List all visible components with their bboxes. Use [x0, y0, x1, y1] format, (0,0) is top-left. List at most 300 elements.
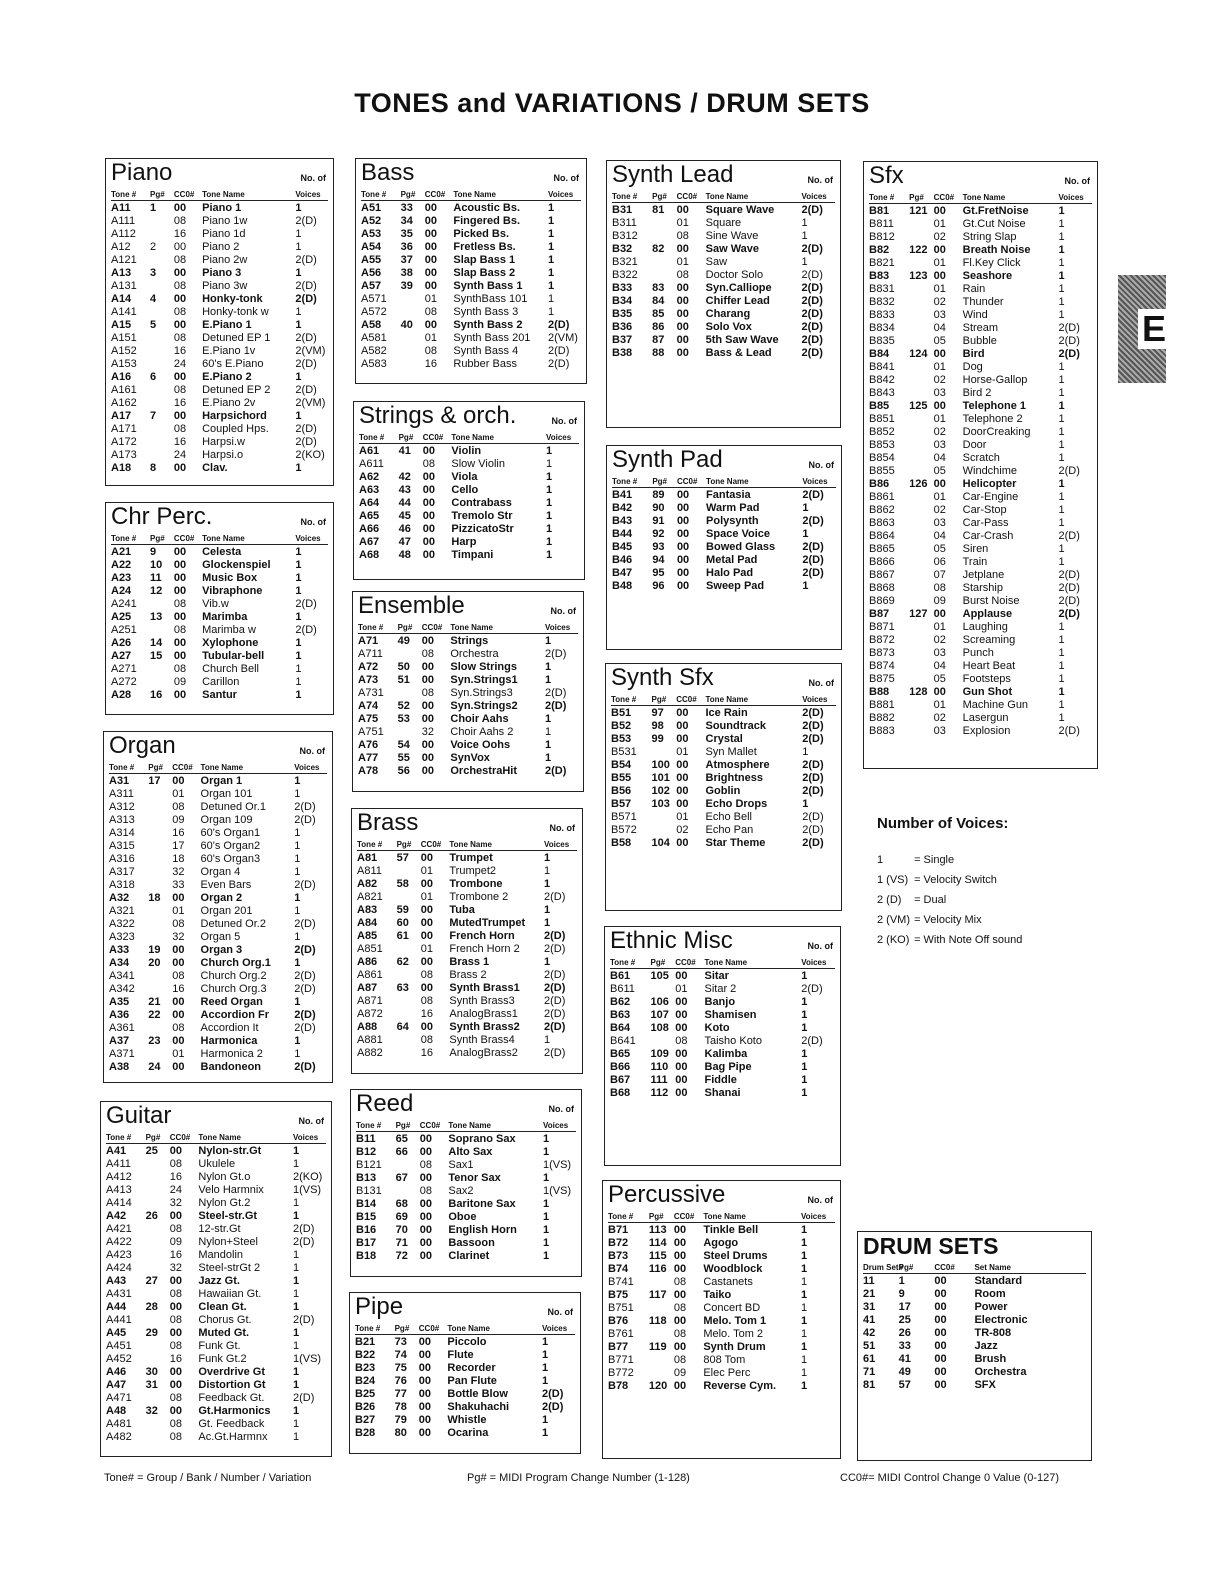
program-number: 32 — [145, 1405, 158, 1417]
voice-count: 1 — [542, 1146, 550, 1158]
tone-table — [359, 433, 579, 562]
tone-name: Slap Bass 2 — [453, 267, 516, 279]
tone-number: A72 — [358, 661, 379, 673]
tone-row — [111, 559, 328, 572]
voice-count: 1 — [547, 280, 555, 292]
tone-number: A11 — [111, 202, 131, 214]
tone-row — [357, 865, 577, 878]
drum-set-number: 41 — [863, 1314, 876, 1326]
cc0-value: 00 — [418, 1427, 432, 1439]
program-number: 45 — [398, 510, 411, 522]
tone-number: B84 — [869, 348, 890, 360]
program-number — [909, 543, 934, 556]
tone-number: B531 — [611, 746, 637, 758]
voice-count: 1 — [1058, 205, 1065, 217]
tone-number: B18 — [356, 1250, 377, 1262]
cc0-value: 00 — [420, 904, 434, 916]
tone-name: Tremolo Str — [451, 510, 513, 522]
tone-row — [109, 840, 327, 853]
tone-name: Slow Violin — [451, 458, 505, 470]
tone-name: Tinkle Bell — [703, 1224, 759, 1236]
program-number — [148, 866, 172, 879]
drum-set-name: Orchestra — [974, 1366, 1027, 1378]
tone-number: B87 — [869, 608, 890, 620]
tone-row — [869, 335, 1092, 348]
program-number — [649, 1328, 674, 1341]
column-header: Pg# — [398, 623, 422, 634]
tone-name: Bag Pipe — [704, 1061, 752, 1073]
voice-count: 1 — [800, 1341, 808, 1353]
tone-name: Gt.FretNoise — [962, 205, 1029, 217]
drum-cc0-value: 00 — [934, 1366, 947, 1378]
tone-name: Agogo — [703, 1237, 739, 1249]
cc0-value: 09 — [169, 1236, 183, 1248]
voice-count: 2(KO) — [292, 1171, 323, 1183]
cc0-value: 32 — [172, 866, 185, 878]
column-header: Tone # — [359, 433, 399, 444]
voice-count: 2(D) — [1058, 335, 1080, 347]
voice-count: 1 — [295, 637, 302, 649]
category-header — [357, 809, 577, 840]
tone-name: Organ 5 — [200, 931, 241, 943]
cc0-value: 06 — [933, 556, 946, 568]
cc0-value: 09 — [933, 595, 946, 607]
tone-number: A321 — [109, 905, 135, 917]
cc0-value: 08 — [169, 1340, 183, 1352]
program-number — [652, 811, 677, 824]
program-number: 14 — [150, 637, 163, 649]
tone-row — [359, 549, 579, 562]
drum-cc0-value: 00 — [934, 1288, 947, 1300]
voice-count: 2(D) — [292, 1314, 315, 1326]
voice-count: 2(D) — [801, 347, 823, 359]
voice-count: 1 — [543, 878, 551, 890]
category-header — [356, 1090, 576, 1121]
tone-row — [356, 1224, 576, 1237]
program-number: 89 — [652, 489, 665, 501]
tone-row — [111, 241, 328, 254]
tone-number: A161 — [111, 384, 137, 396]
cc0-value: 00 — [676, 295, 689, 307]
tone-number: A172 — [111, 436, 137, 448]
tone-name: Koto — [704, 1022, 730, 1034]
tone-number: B44 — [612, 528, 633, 540]
tone-name: Shamisen — [704, 1009, 757, 1021]
tone-row — [109, 905, 327, 918]
cc0-value: 00 — [418, 1362, 432, 1374]
category-header — [608, 1181, 835, 1212]
tone-number: A88 — [357, 1021, 378, 1033]
program-number — [909, 621, 934, 634]
voice-count: 1 — [1058, 439, 1065, 451]
tone-row — [106, 1431, 326, 1444]
tone-row — [358, 726, 578, 739]
voice-count: 1 — [544, 752, 552, 764]
tone-number: B27 — [355, 1414, 376, 1426]
tone-row — [361, 293, 581, 306]
program-number: 37 — [400, 254, 413, 266]
program-number: 71 — [395, 1237, 408, 1249]
tone-row — [869, 361, 1092, 374]
tone-number: A313 — [109, 814, 135, 826]
tone-name: Jazz Gt. — [198, 1275, 240, 1287]
voice-count: 1 — [545, 536, 553, 548]
drum-set-name: Standard — [974, 1275, 1023, 1287]
category-header — [355, 1293, 575, 1324]
tone-row — [612, 488, 836, 503]
tone-name: Syn Mallet — [705, 746, 757, 758]
tone-number: A47 — [106, 1379, 127, 1391]
voice-count: 1 — [542, 1211, 550, 1223]
cc0-value: 16 — [173, 397, 187, 409]
tone-number: B851 — [869, 413, 895, 425]
tone-name: Coupled Hps. — [202, 423, 269, 435]
tone-row — [111, 228, 328, 241]
legend-item — [877, 850, 1022, 870]
program-number: 10 — [150, 559, 163, 571]
tone-name: Detuned Or.1 — [200, 801, 266, 813]
tone-number: A63 — [359, 484, 380, 496]
program-number — [150, 358, 174, 371]
tone-number: A53 — [361, 228, 382, 240]
voice-count: 1 — [295, 689, 302, 701]
cc0-value: 08 — [169, 1288, 183, 1300]
tone-number: A141 — [111, 306, 137, 318]
program-number: 65 — [395, 1133, 408, 1145]
tone-number: B741 — [608, 1276, 634, 1288]
voice-count: 2(D) — [294, 1061, 316, 1073]
voice-count: 1 — [1058, 556, 1065, 568]
program-number: 73 — [394, 1336, 407, 1348]
footer-pg-note: Pg# = MIDI Program Change Number (1-128) — [467, 1472, 690, 1484]
tone-number: B55 — [611, 772, 632, 784]
column-header: Tone Name — [963, 193, 1059, 204]
cc0-value: 00 — [673, 1237, 687, 1249]
tone-number: A22 — [111, 559, 132, 571]
voice-count: 1 — [1058, 478, 1065, 490]
tone-name: E.Piano 2 — [202, 371, 252, 383]
voice-count: 2(D) — [543, 1021, 566, 1033]
cc0-value: 00 — [676, 204, 689, 216]
cc0-value: 00 — [676, 759, 689, 771]
tone-name: Sax1 — [448, 1159, 474, 1171]
column-header: CC0# — [174, 190, 202, 201]
program-number — [150, 624, 174, 637]
voice-count: 1 — [292, 1210, 300, 1222]
tone-number: A414 — [106, 1197, 132, 1209]
program-number: 53 — [397, 713, 410, 725]
program-number — [401, 306, 425, 319]
tone-name: Halo Pad — [706, 567, 754, 579]
program-number — [909, 309, 934, 322]
tone-row — [357, 851, 577, 866]
program-number: 30 — [145, 1366, 158, 1378]
tone-number: B863 — [869, 517, 895, 529]
cc0-value: 00 — [419, 1224, 433, 1236]
tone-number: B882 — [869, 712, 895, 724]
category-name: Percussive — [608, 1181, 726, 1208]
voice-count: 1 — [292, 1405, 300, 1417]
tone-name: Thunder — [962, 296, 1004, 308]
tone-row — [612, 334, 835, 347]
voice-count: 2(D) — [544, 765, 567, 777]
program-number: 92 — [652, 528, 665, 540]
tone-number: A572 — [361, 306, 387, 318]
voice-count: 1 — [800, 1237, 808, 1249]
tone-name: Whistle — [447, 1414, 487, 1426]
voice-count: 2(D) — [802, 707, 824, 719]
tone-name: Distortion Gt — [198, 1379, 266, 1391]
cc0-value: 08 — [172, 918, 185, 930]
cc0-value: 05 — [933, 543, 946, 555]
tone-row — [869, 543, 1092, 556]
tone-number: A62 — [359, 471, 380, 483]
program-number — [146, 1418, 170, 1431]
tone-row — [106, 1275, 326, 1288]
cc0-value: 00 — [676, 243, 689, 255]
cc0-value: 01 — [676, 256, 689, 268]
tone-name: Sweep Pad — [706, 580, 765, 592]
tone-number: A151 — [111, 332, 137, 344]
voice-count: 2(D) — [1058, 595, 1080, 607]
tone-row — [111, 585, 328, 598]
voice-count: 1 — [1058, 517, 1065, 529]
voice-count: 1 — [1058, 400, 1065, 412]
tone-row — [869, 426, 1092, 439]
tone-name: Bass & Lead — [705, 347, 772, 359]
tone-name: Trumpet — [449, 852, 493, 864]
tone-name: Funk Gt. — [198, 1340, 241, 1352]
legend-value: = With Note Off sound — [914, 934, 1023, 946]
tone-row — [109, 1048, 327, 1061]
voice-count: 1 — [295, 228, 302, 240]
tone-row — [111, 215, 328, 228]
program-number: 47 — [398, 536, 411, 548]
tone-name: Stream — [962, 322, 999, 334]
tone-number: B853 — [869, 439, 895, 451]
tone-number: A583 — [361, 358, 387, 370]
tone-name: Woodblock — [703, 1263, 763, 1275]
program-number: 77 — [394, 1388, 407, 1400]
tone-name: Piano 1 — [202, 202, 242, 214]
voice-count: 2(D) — [1058, 725, 1080, 737]
voice-count: 2(D) — [544, 687, 567, 699]
tone-row — [608, 1223, 835, 1238]
column-header: Tone Name — [703, 1212, 801, 1223]
tone-number: B15 — [356, 1211, 377, 1223]
tone-number: B35 — [612, 308, 633, 320]
voice-count: 1 — [545, 471, 553, 483]
tone-number: B24 — [355, 1375, 376, 1387]
tone-name: Sitar 2 — [704, 983, 737, 995]
tone-name: Synth Bass 2 — [453, 319, 523, 331]
legend-key: 2 (D) — [877, 894, 902, 906]
tone-row — [610, 1087, 835, 1100]
tone-number: A322 — [109, 918, 135, 930]
program-number: 121 — [909, 205, 928, 217]
tone-name: Footsteps — [962, 673, 1011, 685]
tone-name: Scratch — [962, 452, 1000, 464]
voice-count: 2(D) — [802, 489, 824, 501]
program-number — [150, 449, 174, 462]
voice-count: 2(D) — [543, 891, 566, 903]
category-header — [109, 732, 327, 763]
voice-count: 2(D) — [294, 970, 316, 982]
category-header — [869, 162, 1092, 193]
tone-row — [106, 1314, 326, 1327]
voice-count: 2(VM) — [295, 345, 326, 357]
program-number: 15 — [150, 650, 163, 662]
program-number — [150, 228, 174, 241]
tone-row — [109, 957, 327, 970]
tone-number: A751 — [358, 726, 384, 738]
tone-name: Church Org.1 — [200, 957, 271, 969]
tone-name: Heart Beat — [962, 660, 1016, 672]
tone-name: Steel Drums — [703, 1250, 768, 1262]
drum-set-number: 42 — [863, 1327, 876, 1339]
drum-cc0-value: 00 — [934, 1314, 947, 1326]
tone-name: Gt. Feedback — [198, 1418, 265, 1430]
column-header: Pg# — [150, 190, 174, 201]
cc0-value: 03 — [933, 517, 946, 529]
voice-count: 1 — [1058, 712, 1065, 724]
tone-row — [111, 462, 328, 475]
voice-count: 1 — [800, 1302, 808, 1314]
voice-count: 2(D) — [547, 345, 570, 357]
cc0-value: 08 — [420, 969, 434, 981]
tone-number: B17 — [356, 1237, 377, 1249]
cc0-value: 08 — [424, 306, 438, 318]
cc0-value: 09 — [673, 1367, 687, 1379]
voice-count: 1 — [1058, 686, 1065, 698]
tone-name: Muted Gt. — [198, 1327, 250, 1339]
program-number — [909, 413, 934, 426]
cc0-value: 00 — [676, 707, 689, 719]
program-number: 118 — [648, 1315, 667, 1327]
voice-count: 1 — [547, 215, 555, 227]
program-number — [398, 687, 422, 700]
tone-row — [361, 280, 581, 293]
cc0-value: 00 — [422, 484, 436, 496]
column-header: Tone # — [869, 193, 909, 204]
category-name: Ethnic Misc — [610, 927, 733, 954]
drum-set-number: 21 — [863, 1288, 876, 1300]
voice-count: 1 — [295, 319, 302, 331]
tone-row — [361, 332, 581, 345]
column-header: Pg# — [397, 840, 421, 851]
tone-name: Space Voice — [706, 528, 771, 540]
drum-cc0-value: 00 — [934, 1275, 947, 1287]
tone-number: A881 — [357, 1034, 383, 1046]
tone-number: A37 — [109, 1035, 130, 1047]
voice-count: 2(D) — [543, 1008, 566, 1020]
tone-name: Atmosphere — [705, 759, 770, 771]
tone-row — [612, 347, 835, 360]
program-number — [148, 879, 172, 892]
cc0-value: 00 — [676, 567, 690, 579]
tone-name: Bottle Blow — [447, 1388, 508, 1400]
tone-number: A731 — [358, 687, 384, 699]
column-header: Tone Name — [202, 190, 295, 201]
cc0-value: 08 — [169, 1223, 183, 1235]
program-number — [909, 439, 934, 452]
tone-row — [358, 713, 578, 726]
cc0-value: 00 — [172, 944, 185, 956]
program-number — [909, 712, 934, 725]
voice-count: 2(D) — [294, 918, 316, 930]
voice-count: 1 — [1058, 231, 1065, 243]
voice-count: 1 — [544, 726, 552, 738]
cc0-value: 00 — [424, 202, 438, 214]
tone-row — [358, 634, 578, 649]
voice-count: 1 — [1058, 270, 1065, 282]
tone-number: A471 — [106, 1392, 132, 1404]
cc0-value: 07 — [933, 569, 946, 581]
tone-name: Windchime — [962, 465, 1018, 477]
tone-name: Feedback Gt. — [198, 1392, 265, 1404]
voice-count: 1 — [800, 1380, 808, 1392]
tone-number: A25 — [111, 611, 132, 623]
program-number — [651, 983, 676, 996]
tone-name: Organ 2 — [200, 892, 243, 904]
program-number — [401, 332, 425, 345]
tone-number: B51 — [611, 707, 632, 719]
tone-name: Vibraphone — [202, 585, 263, 597]
tone-number: B45 — [612, 541, 633, 553]
tone-row — [612, 308, 835, 321]
program-number: 5 — [150, 319, 157, 331]
program-number: 7 — [150, 410, 157, 422]
tone-table — [608, 1212, 835, 1393]
tone-number: A65 — [359, 510, 380, 522]
tone-number: B571 — [611, 811, 637, 823]
tone-number: A571 — [361, 293, 387, 305]
tone-number: A31 — [109, 775, 130, 787]
cc0-value: 00 — [422, 510, 436, 522]
tone-number: B871 — [869, 621, 895, 633]
cc0-value: 02 — [676, 824, 689, 836]
voice-count: 2(D) — [294, 814, 316, 826]
drum-set-row — [863, 1353, 1086, 1366]
tone-row — [361, 228, 581, 241]
tone-name: Doctor Solo — [705, 269, 764, 281]
program-number — [649, 1354, 674, 1367]
cc0-value: 01 — [172, 788, 185, 800]
tone-row — [106, 1210, 326, 1223]
voice-count: 1 — [543, 956, 551, 968]
tone-name: Organ 4 — [200, 866, 241, 878]
cc0-value: 01 — [172, 1048, 185, 1060]
tone-row — [355, 1362, 575, 1375]
tone-number: B83 — [869, 270, 890, 282]
program-number: 116 — [648, 1263, 667, 1275]
program-number: 127 — [909, 608, 928, 620]
voice-count: 2(D) — [541, 1401, 564, 1413]
tone-name: Echo Pan — [705, 824, 754, 836]
program-number — [651, 1035, 676, 1048]
legend-value: = Velocity Mix — [914, 914, 982, 926]
tone-row — [611, 785, 836, 798]
column-header: Tone Name — [453, 190, 548, 201]
tone-row — [111, 663, 328, 676]
voice-count: 1 — [801, 1009, 808, 1021]
program-number: 31 — [145, 1379, 158, 1391]
voice-count: 2(D) — [802, 554, 824, 566]
tone-name: Honky-tonk — [202, 293, 263, 305]
tone-number: A57 — [361, 280, 382, 292]
tone-number: A241 — [111, 598, 137, 610]
cc0-value: 01 — [676, 811, 689, 823]
